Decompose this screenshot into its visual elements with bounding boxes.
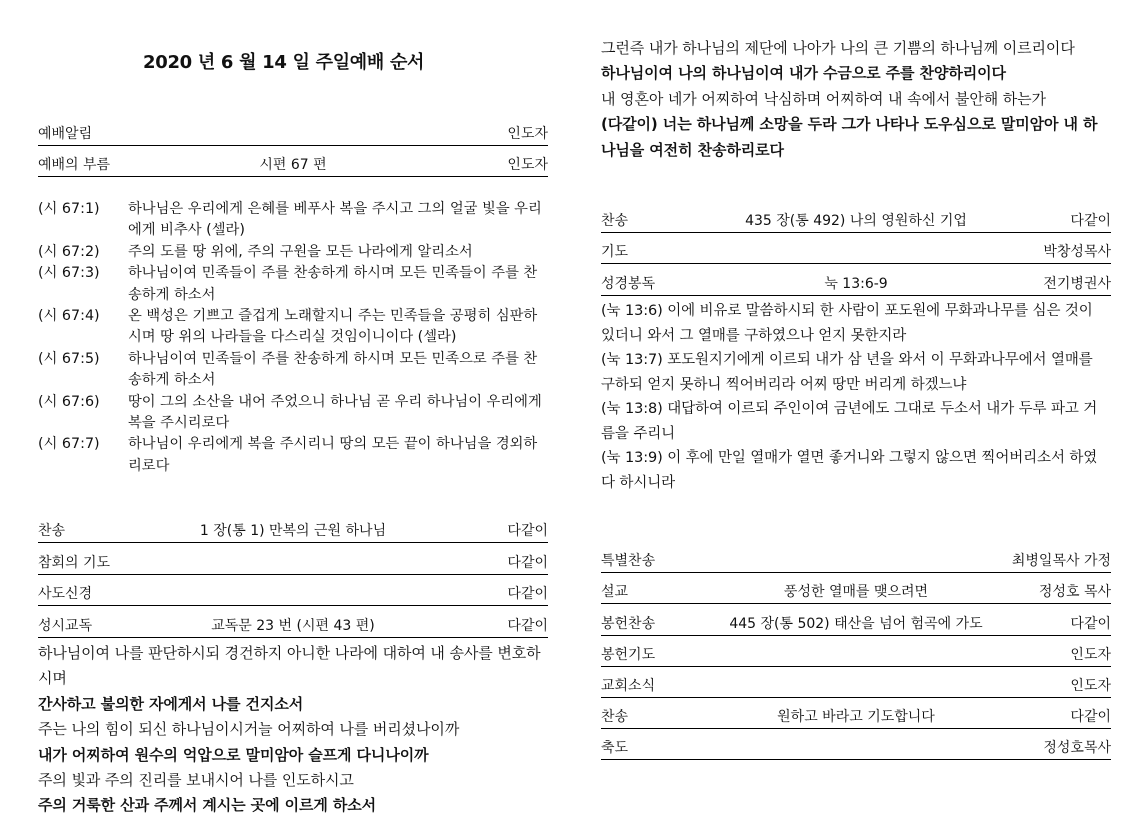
order-item-offering-hymn	[601, 614, 1111, 636]
order-leader: 다같이	[1070, 709, 1111, 725]
verse-row	[38, 263, 548, 306]
order-detail: 435 장(통 492) 나의 영원하신 기업	[745, 213, 967, 229]
psalm-43-reading-continued	[601, 36, 1111, 163]
order-detail: 시편 67 편	[259, 157, 327, 173]
order-label: 축도	[601, 740, 629, 756]
order-leader: 최병일목사 가정	[1011, 553, 1111, 569]
order-leader: 다같이	[1070, 213, 1111, 229]
order-leader: 정성호 목사	[1038, 584, 1111, 600]
verse-text: 하나님이여 민족들이 주를 찬송하게 하시며 모든 민족으로 주를 찬송하게 하소서	[128, 350, 538, 389]
verse-ref: (시 67:3)	[38, 265, 100, 282]
order-item-call-to-worship	[38, 155, 548, 177]
verse-ref: (시 67:6)	[38, 393, 100, 410]
reading-line: 주는 나의 힘이 되신 하나님이시거늘 어찌하여 나를 버리셨나이까	[38, 720, 460, 739]
order-leader: 인도자	[507, 126, 548, 142]
psalm-43-reading	[38, 641, 548, 819]
verse-ref: (시 67:7)	[38, 436, 100, 453]
order-item-sermon	[601, 582, 1111, 604]
reading-line: 주의 빛과 주의 진리를 보내시어 나를 인도하시고	[38, 771, 354, 790]
order-item-offering-prayer	[601, 645, 1111, 667]
order-leader: 인도자	[1070, 678, 1111, 694]
reading-line: 하나님이여 나를 판단하시되 경건하지 아니한 나라에 대하여 내 송사를 변호하시며	[38, 644, 541, 688]
order-leader: 다같이	[507, 618, 548, 634]
reading-line-response: 간사하고 불의한 자에게서 나를 건지소서	[38, 694, 304, 713]
verse-text: 하나님이 우리에게 복을 주시리니 땅의 모든 끝이 하나님을 경외하리로다	[128, 436, 538, 474]
order-item-special-hymn	[601, 551, 1111, 573]
order-item-apostles-creed	[38, 584, 548, 606]
reading-line-response: (다같이) 너는 하나님께 소망을 두라 그가 나타나 도우심으로 말미암아 내 하나님을 여전히 찬송하리로다	[601, 115, 1098, 159]
order-detail: 1 장(통 1) 만복의 근원 하나님	[199, 523, 387, 539]
verse-ref: (시 67:1)	[38, 201, 100, 217]
order-leader: 다같이	[507, 523, 548, 539]
order-leader: 정성호목사	[1043, 740, 1111, 756]
order-label: 찬송	[601, 709, 629, 725]
order-item-church-news	[601, 676, 1111, 698]
verse-row	[38, 199, 548, 242]
verse-text: 하나님은 우리에게 은혜를 베푸사 복을 주시고 그의 얼굴 빛을 우리에게 비추사 (셀라)	[128, 201, 542, 239]
order-item-benediction	[601, 738, 1111, 760]
page-title: 2020 년 6 월 14 일 주일예배 순서	[143, 52, 425, 73]
luke-13-passage	[601, 299, 1111, 495]
verse-ref: (시 67:2)	[38, 243, 100, 260]
order-label: 봉헌기도	[601, 647, 656, 663]
order-item-closing-hymn	[601, 707, 1111, 729]
verse-ref: (시 67:4)	[38, 308, 100, 325]
reading-line: 그런즉 내가 하나님의 제단에 나아가 나의 큰 기쁨의 하나님께 이르리이다	[601, 39, 1075, 57]
order-leader: 다같이	[1070, 616, 1111, 632]
scripture-verse: (눅 13:9) 이 후에 만일 열매가 열면 좋거니와 그렇지 않으면 찍어버리소서 하였다 하시니라	[601, 450, 1098, 491]
verse-ref: (시 67:5)	[38, 350, 100, 367]
order-leader: 박창성목사	[1043, 244, 1111, 260]
reading-line: 내 영혼아 네가 어찌하여 낙심하며 어찌하여 내 속에서 불안해 하는가	[601, 89, 1046, 108]
scripture-verse: (눅 13:6) 이에 비유로 말씀하시되 한 사람이 포도원에 무화과나무를 심은 것이 있더니 와서 그 열매를 구하였으나 얻지 못한지라	[601, 303, 1093, 344]
order-label: 성경봉독	[601, 276, 656, 292]
reading-line-response: 내가 어찌하여 원수의 억압으로 말미암아 슬프게 다니나이까	[38, 745, 429, 764]
order-label: 찬송	[38, 523, 66, 539]
verse-text: 하나님이여 민족들이 주를 찬송하게 하시며 모든 민족들이 주를 찬송하게 하소서	[128, 265, 538, 303]
order-detail: 원하고 바라고 기도합니다	[777, 709, 935, 725]
order-item-responsive-reading	[38, 616, 548, 638]
psalm-67-verses	[38, 199, 548, 477]
order-label: 기도	[601, 244, 629, 260]
order-leader: 전기병권사	[1043, 276, 1111, 292]
verse-row	[38, 306, 548, 349]
order-item-scripture-reading	[601, 274, 1111, 296]
scripture-verse: (눅 13:8) 대답하여 이르되 주인이여 금년에도 그대로 두소서 내가 두루 파고 거름을 주리니	[601, 401, 1098, 442]
order-item-confession	[38, 553, 548, 575]
reading-line-response: 주의 거룩한 산과 주께서 계시는 곳에 이르게 하소서	[38, 796, 377, 815]
order-detail: 풍성한 열매를 맺으려면	[783, 584, 929, 600]
order-label: 교회소식	[601, 678, 656, 694]
order-item-announcements	[38, 124, 548, 146]
order-label: 예배의 부름	[38, 157, 111, 173]
order-detail: 445 장(통 502) 태산을 넘어 험곡에 가도	[729, 616, 983, 632]
verse-text: 온 백성은 기쁘고 즐겁게 노래할지니 주는 민족들을 공평히 심판하시며 땅 위의 나라들을 다스리실 것임이니이다 (셀라)	[128, 308, 538, 346]
order-leader: 인도자	[1070, 647, 1111, 663]
verse-row	[38, 242, 548, 263]
verse-row	[38, 434, 548, 477]
scripture-verse: (눅 13:7) 포도원지기에게 이르되 내가 삼 년을 와서 이 무화과나무에서 열매를 구하되 얻지 못하니 찍어버리라 어찌 땅만 버리게 하겠느냐	[601, 352, 1093, 393]
verse-row	[38, 392, 548, 435]
order-label: 성시교독	[38, 618, 93, 634]
verse-row	[38, 349, 548, 392]
order-detail: 눅 13:6-9	[824, 276, 888, 292]
order-label: 참회의 기도	[38, 555, 111, 571]
order-item-prayer	[601, 242, 1111, 264]
order-leader: 인도자	[507, 157, 548, 173]
order-label: 사도신경	[38, 586, 93, 602]
order-label: 봉헌찬송	[601, 616, 656, 632]
verse-text: 땅이 그의 소산을 내어 주었으니 하나님 곧 우리 하나님이 우리에게 복을 주시리로다	[128, 393, 542, 432]
order-detail: 교독문 23 번 (시편 43 편)	[211, 618, 375, 634]
order-label: 찬송	[601, 213, 629, 229]
order-label: 특별찬송	[601, 553, 656, 569]
order-item-hymn	[38, 521, 548, 543]
order-leader: 다같이	[507, 586, 548, 602]
order-item-hymn	[601, 211, 1111, 233]
order-label: 설교	[601, 584, 629, 600]
reading-line-response: 하나님이여 나의 하나님이여 내가 수금으로 주를 찬양하리이다	[601, 64, 1006, 83]
order-leader: 다같이	[507, 555, 548, 571]
verse-text: 주의 도를 땅 위에, 주의 구원을 모든 나라에게 알리소서	[128, 243, 473, 260]
order-label: 예배알림	[38, 126, 93, 142]
